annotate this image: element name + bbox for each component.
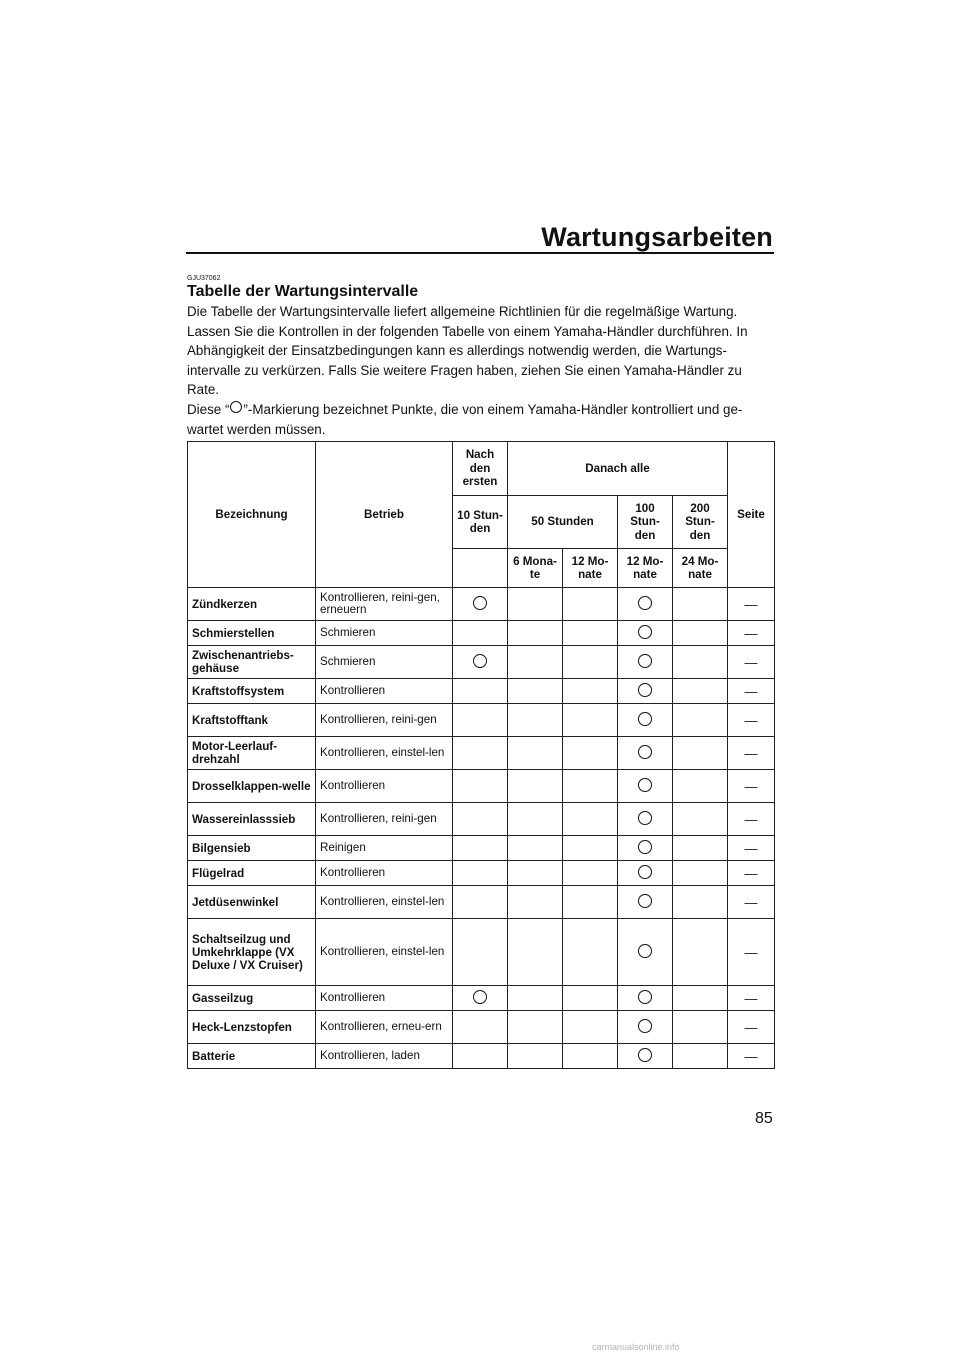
row-seite bbox=[728, 886, 775, 919]
interval-cell bbox=[673, 919, 728, 986]
dash: — bbox=[744, 778, 758, 794]
interval-cell bbox=[673, 1044, 728, 1069]
interval-cell bbox=[453, 919, 508, 986]
interval-cell bbox=[508, 646, 563, 679]
table-row bbox=[188, 770, 775, 803]
row-seite bbox=[728, 803, 775, 836]
row-betrieb: Schmieren bbox=[316, 621, 453, 646]
header-seite: Seite bbox=[728, 442, 775, 588]
row-bezeichnung: Kraftstofftank bbox=[188, 704, 316, 737]
interval-cell bbox=[673, 679, 728, 704]
interval-cell bbox=[673, 588, 728, 621]
interval-cell bbox=[618, 986, 673, 1011]
row-seite bbox=[728, 704, 775, 737]
row-betrieb: Kontrollieren, reini-gen bbox=[316, 803, 453, 836]
dash: — bbox=[744, 944, 758, 960]
interval-cell bbox=[673, 861, 728, 886]
header-empty bbox=[453, 549, 508, 588]
table-row bbox=[188, 919, 775, 986]
circle-icon bbox=[638, 811, 652, 825]
interval-cell bbox=[563, 646, 618, 679]
interval-cell bbox=[508, 919, 563, 986]
header-50-stunden: 50 Stunden bbox=[508, 496, 618, 549]
interval-cell bbox=[673, 986, 728, 1011]
dash: — bbox=[744, 865, 758, 881]
interval-cell bbox=[563, 1011, 618, 1044]
table-row bbox=[188, 646, 775, 679]
interval-cell bbox=[453, 588, 508, 621]
row-seite bbox=[728, 588, 775, 621]
circle-icon bbox=[638, 745, 652, 759]
interval-cell bbox=[508, 737, 563, 770]
header-rule bbox=[186, 252, 774, 254]
row-bezeichnung: Kraftstoffsystem bbox=[188, 679, 316, 704]
table-row bbox=[188, 1044, 775, 1069]
interval-cell bbox=[508, 1044, 563, 1069]
circle-icon bbox=[638, 894, 652, 908]
circle-icon bbox=[638, 778, 652, 792]
interval-cell bbox=[453, 986, 508, 1011]
dash: — bbox=[744, 712, 758, 728]
circle-icon bbox=[638, 596, 652, 610]
dash: — bbox=[744, 840, 758, 856]
interval-cell bbox=[618, 886, 673, 919]
interval-cell bbox=[563, 803, 618, 836]
header-200-stunden: 200 Stun-den bbox=[673, 496, 728, 549]
header-title: Wartungsarbeiten bbox=[541, 222, 773, 252]
table-row bbox=[188, 621, 775, 646]
row-seite bbox=[728, 861, 775, 886]
table-row bbox=[188, 704, 775, 737]
row-bezeichnung: Heck-Lenzstopfen bbox=[188, 1011, 316, 1044]
interval-cell bbox=[563, 679, 618, 704]
interval-cell bbox=[508, 770, 563, 803]
interval-cell bbox=[618, 1011, 673, 1044]
interval-cell bbox=[618, 1044, 673, 1069]
circle-icon bbox=[638, 1048, 652, 1062]
page-number: 85 bbox=[755, 1110, 773, 1127]
intro-text bbox=[187, 302, 777, 439]
interval-cell bbox=[453, 886, 508, 919]
dash: — bbox=[744, 1019, 758, 1035]
interval-cell bbox=[618, 588, 673, 621]
section-title: Tabelle der Wartungsintervalle bbox=[187, 283, 419, 300]
interval-cell bbox=[618, 704, 673, 737]
row-seite bbox=[728, 770, 775, 803]
interval-cell bbox=[563, 836, 618, 861]
header-nach-den-ersten: Nach den ersten bbox=[453, 442, 508, 496]
header-12-monate-a: 12 Mo-nate bbox=[563, 549, 618, 588]
circle-icon bbox=[473, 596, 487, 610]
interval-cell bbox=[618, 861, 673, 886]
interval-cell bbox=[453, 861, 508, 886]
interval-cell bbox=[563, 737, 618, 770]
interval-cell bbox=[673, 770, 728, 803]
marker-paragraph bbox=[187, 400, 777, 439]
circle-icon bbox=[638, 1019, 652, 1033]
circle-icon bbox=[638, 865, 652, 879]
table-row bbox=[188, 1011, 775, 1044]
row-bezeichnung: Zündkerzen bbox=[188, 588, 316, 621]
interval-cell bbox=[508, 1011, 563, 1044]
interval-cell bbox=[563, 919, 618, 986]
row-bezeichnung: Gasseilzug bbox=[188, 986, 316, 1011]
row-betrieb: Kontrollieren, erneu-ern bbox=[316, 1011, 453, 1044]
table-row bbox=[188, 886, 775, 919]
interval-cell bbox=[673, 836, 728, 861]
table-row bbox=[188, 836, 775, 861]
circle-icon bbox=[473, 654, 487, 668]
interval-cell bbox=[508, 836, 563, 861]
circle-icon bbox=[638, 625, 652, 639]
dash: — bbox=[744, 745, 758, 761]
table-row bbox=[188, 861, 775, 886]
row-betrieb: Kontrollieren, einstel-len bbox=[316, 919, 453, 986]
interval-cell bbox=[673, 621, 728, 646]
interval-cell bbox=[563, 1044, 618, 1069]
row-bezeichnung: Flügelrad bbox=[188, 861, 316, 886]
interval-cell bbox=[673, 704, 728, 737]
interval-cell bbox=[618, 646, 673, 679]
table-row bbox=[188, 737, 775, 770]
interval-cell bbox=[618, 919, 673, 986]
row-bezeichnung: Schaltseilzug und Umkehrklappe (VX Deluxe / VX Cruiser) bbox=[188, 919, 316, 986]
row-bezeichnung: Wassereinlasssieb bbox=[188, 803, 316, 836]
row-bezeichnung: Drosselklappen-welle bbox=[188, 770, 316, 803]
circle-icon bbox=[638, 654, 652, 668]
row-bezeichnung: Motor-Leerlauf-drehzahl bbox=[188, 737, 316, 770]
dash: — bbox=[744, 811, 758, 827]
interval-cell bbox=[453, 803, 508, 836]
marker-after: ”-Markierung bezeichnet Punkte, die von einem Yamaha-Händler kontrolliert und ge-wartet werden müssen. bbox=[187, 401, 743, 437]
header-10-stunden: 10 Stun-den bbox=[453, 496, 508, 549]
interval-cell bbox=[618, 770, 673, 803]
interval-cell bbox=[563, 621, 618, 646]
circle-icon bbox=[638, 683, 652, 697]
row-seite bbox=[728, 646, 775, 679]
interval-cell bbox=[508, 679, 563, 704]
interval-cell bbox=[673, 1011, 728, 1044]
row-betrieb: Kontrollieren, laden bbox=[316, 1044, 453, 1069]
interval-cell bbox=[508, 861, 563, 886]
interval-cell bbox=[453, 621, 508, 646]
header-6-monate: 6 Mona-te bbox=[508, 549, 563, 588]
section-code: GJU37062 bbox=[187, 275, 221, 282]
row-betrieb: Kontrollieren bbox=[316, 861, 453, 886]
dash: — bbox=[744, 894, 758, 910]
header-betrieb: Betrieb bbox=[316, 442, 453, 588]
interval-cell bbox=[563, 770, 618, 803]
interval-cell bbox=[618, 803, 673, 836]
interval-cell bbox=[563, 861, 618, 886]
row-bezeichnung: Zwischenantriebs-gehäuse bbox=[188, 646, 316, 679]
interval-cell bbox=[453, 704, 508, 737]
row-betrieb: Kontrollieren, reini-gen, erneuern bbox=[316, 588, 453, 621]
interval-cell bbox=[453, 1044, 508, 1069]
row-seite bbox=[728, 1011, 775, 1044]
marker-before: Diese “ bbox=[187, 401, 230, 417]
row-seite bbox=[728, 919, 775, 986]
interval-cell bbox=[618, 621, 673, 646]
maintenance-table bbox=[187, 441, 775, 1069]
circle-icon bbox=[638, 990, 652, 1004]
dash: — bbox=[744, 625, 758, 641]
row-seite bbox=[728, 737, 775, 770]
header-danach-alle: Danach alle bbox=[508, 442, 728, 496]
interval-cell bbox=[618, 836, 673, 861]
circle-icon bbox=[230, 401, 242, 413]
intro-paragraph: Die Tabelle der Wartungsintervalle liefert allgemeine Richtlinien für die regelmäßige Wartung. Lassen Sie die Kontrollen in der folgenden Tabelle von einem Yamaha-Händler durchführen. In Abhängigkeit der Einsatzbedingungen kann es allerdings notwendig werden, die Wartungs-intervalle zu verkürzen. Falls Sie weitere Fragen haben, ziehen Sie einen Yamaha-Händler zu Rate. bbox=[187, 304, 748, 398]
interval-cell bbox=[453, 770, 508, 803]
circle-icon bbox=[638, 944, 652, 958]
dash: — bbox=[744, 596, 758, 612]
interval-cell bbox=[673, 803, 728, 836]
interval-cell bbox=[673, 886, 728, 919]
interval-cell bbox=[508, 886, 563, 919]
row-betrieb: Kontrollieren bbox=[316, 986, 453, 1011]
interval-cell bbox=[673, 737, 728, 770]
interval-cell bbox=[563, 704, 618, 737]
row-bezeichnung: Bilgensieb bbox=[188, 836, 316, 861]
row-seite bbox=[728, 679, 775, 704]
row-bezeichnung: Jetdüsenwinkel bbox=[188, 886, 316, 919]
row-betrieb: Kontrollieren bbox=[316, 679, 453, 704]
interval-cell bbox=[563, 886, 618, 919]
row-betrieb: Kontrollieren, reini-gen bbox=[316, 704, 453, 737]
interval-cell bbox=[453, 679, 508, 704]
interval-cell bbox=[508, 588, 563, 621]
header-bezeichnung: Bezeichnung bbox=[188, 442, 316, 588]
interval-cell bbox=[508, 704, 563, 737]
row-betrieb: Kontrollieren bbox=[316, 770, 453, 803]
interval-cell bbox=[508, 803, 563, 836]
interval-cell bbox=[453, 1011, 508, 1044]
interval-cell bbox=[618, 737, 673, 770]
table-row bbox=[188, 803, 775, 836]
circle-icon bbox=[638, 712, 652, 726]
interval-cell bbox=[563, 588, 618, 621]
row-seite bbox=[728, 1044, 775, 1069]
row-betrieb: Kontrollieren, einstel-len bbox=[316, 737, 453, 770]
interval-cell bbox=[508, 986, 563, 1011]
row-betrieb: Kontrollieren, einstel-len bbox=[316, 886, 453, 919]
interval-cell bbox=[453, 646, 508, 679]
watermark: carmanualsonline.info bbox=[592, 1342, 680, 1352]
row-betrieb: Schmieren bbox=[316, 646, 453, 679]
interval-cell bbox=[673, 646, 728, 679]
dash: — bbox=[744, 654, 758, 670]
table-body bbox=[188, 588, 775, 1069]
header-12-monate-b: 12 Mo-nate bbox=[618, 549, 673, 588]
header-100-stunden: 100 Stun-den bbox=[618, 496, 673, 549]
row-betrieb: Reinigen bbox=[316, 836, 453, 861]
table-row bbox=[188, 986, 775, 1011]
circle-icon bbox=[473, 990, 487, 1004]
row-seite bbox=[728, 986, 775, 1011]
interval-cell bbox=[508, 621, 563, 646]
row-bezeichnung: Schmierstellen bbox=[188, 621, 316, 646]
interval-cell bbox=[563, 986, 618, 1011]
dash: — bbox=[744, 1048, 758, 1064]
interval-cell bbox=[453, 836, 508, 861]
row-seite bbox=[728, 621, 775, 646]
interval-cell bbox=[618, 679, 673, 704]
dash: — bbox=[744, 990, 758, 1006]
table-row bbox=[188, 679, 775, 704]
table-row bbox=[188, 588, 775, 621]
header-24-monate: 24 Mo-nate bbox=[673, 549, 728, 588]
interval-cell bbox=[453, 737, 508, 770]
circle-icon bbox=[638, 840, 652, 854]
row-bezeichnung: Batterie bbox=[188, 1044, 316, 1069]
row-seite bbox=[728, 836, 775, 861]
dash: — bbox=[744, 683, 758, 699]
